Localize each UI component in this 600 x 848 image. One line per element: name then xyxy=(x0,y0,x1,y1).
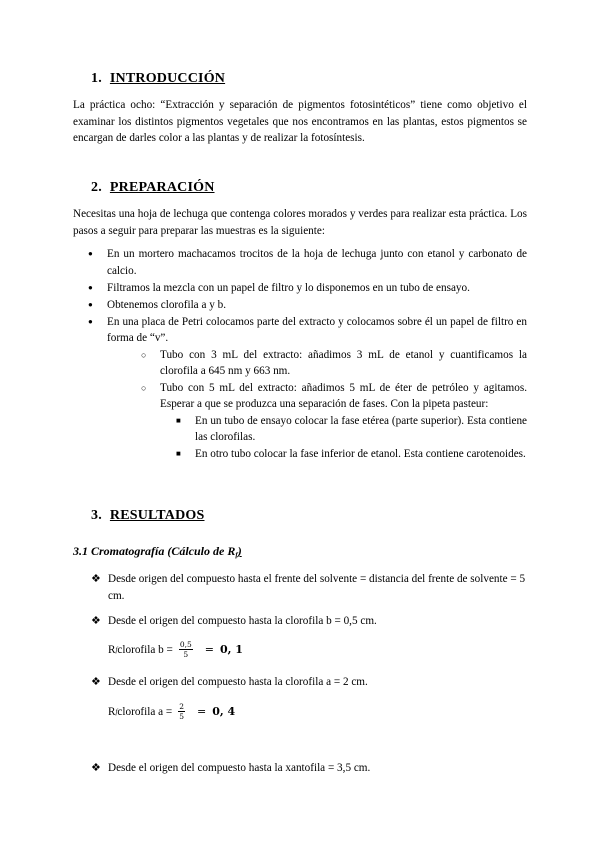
preparation-steps-list xyxy=(73,246,527,463)
equals-sign: = xyxy=(196,705,207,718)
formula-subscript: f xyxy=(115,645,118,654)
formula-label-rest: clorofila b = xyxy=(117,643,173,656)
heading-preparacion xyxy=(91,180,215,196)
preparation-text: Necesitas una hoja de lechuga que contenga colores morados y verdes para realizar esta práctica. Los pasos a seguir para preparar las muestras es la siguiente: xyxy=(73,208,527,237)
heading-title: PREPARACIÓN xyxy=(109,180,215,195)
result-text: Desde origen del compuesto hasta el frente del solvente = distancia del frente de solvente = 5 cm. xyxy=(108,573,526,602)
list-item xyxy=(73,280,527,297)
list-item xyxy=(123,347,527,380)
formula-label-rest: clorofila a = xyxy=(117,705,173,718)
formula-clorofila-b xyxy=(108,640,243,659)
result-item xyxy=(91,571,527,604)
subheading-subscript: f xyxy=(235,551,238,559)
list-item xyxy=(176,446,527,463)
list-item xyxy=(176,413,527,446)
heading-title: INTRODUCCIÓN xyxy=(109,71,226,86)
fraction-denominator: 5 xyxy=(179,712,184,721)
subheading-cromatografia xyxy=(73,544,242,559)
formula-fraction xyxy=(179,640,193,659)
list-item-text: Tubo con 5 mL del extracto: añadimos 5 mL de éter de petróleo y agitamos. Esperar a que se produzca una separación de fases. Con la pipeta pasteur: xyxy=(160,381,527,410)
heading-introduccion xyxy=(91,71,225,87)
list-item-text: Tubo con 3 mL del extracto: añadimos 3 mL de etanol y cuantificamos la clorofila a 645 nm y 663 nm. xyxy=(160,348,527,377)
subheading-close: ) xyxy=(237,544,242,558)
subheading-text: 3.1 Cromatografía (Cálculo de R xyxy=(73,544,236,558)
result-item xyxy=(91,613,527,630)
intro-text: La práctica ocho: “Extracción y separación de pigmentos fotosintéticos” tiene como objetivo el examinar los distintos pigmentos vegetales que nos encontramos en las plantas, estos pigmentos se encargan de darles color a las plantas y de realizar la fotosíntesis. xyxy=(73,99,527,144)
equals-sign: = xyxy=(204,643,214,656)
diamond-bullet-icon: ❖ xyxy=(91,615,101,627)
list-item xyxy=(123,380,527,463)
formula-result: 0, 4 xyxy=(212,705,236,718)
result-item xyxy=(91,674,527,691)
intro-paragraph xyxy=(73,97,527,147)
list-item-text: Filtramos la mezcla con un papel de filtro y lo disponemos en un tubo de ensayo. xyxy=(107,281,470,294)
formula-clorofila-a xyxy=(108,702,235,721)
list-item-text: En un mortero machacamos trocitos de la hoja de lechuga junto con etanol y carbonato de calcio. xyxy=(107,248,527,277)
result-item xyxy=(91,760,527,777)
heading-number: 2. xyxy=(91,180,102,195)
list-item xyxy=(73,246,527,279)
fraction-numerator: 2 xyxy=(179,702,184,711)
formula-fraction xyxy=(178,702,185,721)
heading-resultados xyxy=(91,508,205,524)
list-item xyxy=(73,297,527,314)
sub-sub-steps-list xyxy=(160,413,527,463)
result-text: Desde el origen del compuesto hasta la clorofila b = 0,5 cm. xyxy=(108,615,377,627)
diamond-bullet-icon: ❖ xyxy=(91,676,101,688)
list-item-text: En una placa de Petri colocamos parte del extracto y colocamos sobre él un papel de filtro en forma de “v”. xyxy=(107,315,527,344)
formula-subscript: f xyxy=(115,707,118,716)
list-item-text: En otro tubo colocar la fase inferior de etanol. Esta contiene carotenoides. xyxy=(195,447,526,460)
fraction-numerator: 0,5 xyxy=(179,640,192,649)
formula-label: R xyxy=(108,643,116,656)
preparation-paragraph xyxy=(73,206,527,239)
sub-steps-list xyxy=(107,347,527,463)
formula-result: 0, 1 xyxy=(219,643,243,656)
heading-title: RESULTADOS xyxy=(109,508,205,523)
result-text: Desde el origen del compuesto hasta la xantofila = 3,5 cm. xyxy=(108,762,371,774)
result-text: Desde el origen del compuesto hasta la clorofila a = 2 cm. xyxy=(108,676,368,688)
formula-label: R xyxy=(108,705,116,718)
diamond-bullet-icon: ❖ xyxy=(91,762,101,774)
heading-number: 1. xyxy=(91,71,102,86)
fraction-denominator: 5 xyxy=(183,650,189,659)
list-item-text: En un tubo de ensayo colocar la fase etérea (parte superior). Esta contiene las clorofilas. xyxy=(195,414,527,443)
heading-number: 3. xyxy=(91,508,102,523)
list-item-text: Obtenemos clorofila a y b. xyxy=(107,298,226,311)
list-item xyxy=(73,314,527,463)
diamond-bullet-icon: ❖ xyxy=(91,573,101,585)
